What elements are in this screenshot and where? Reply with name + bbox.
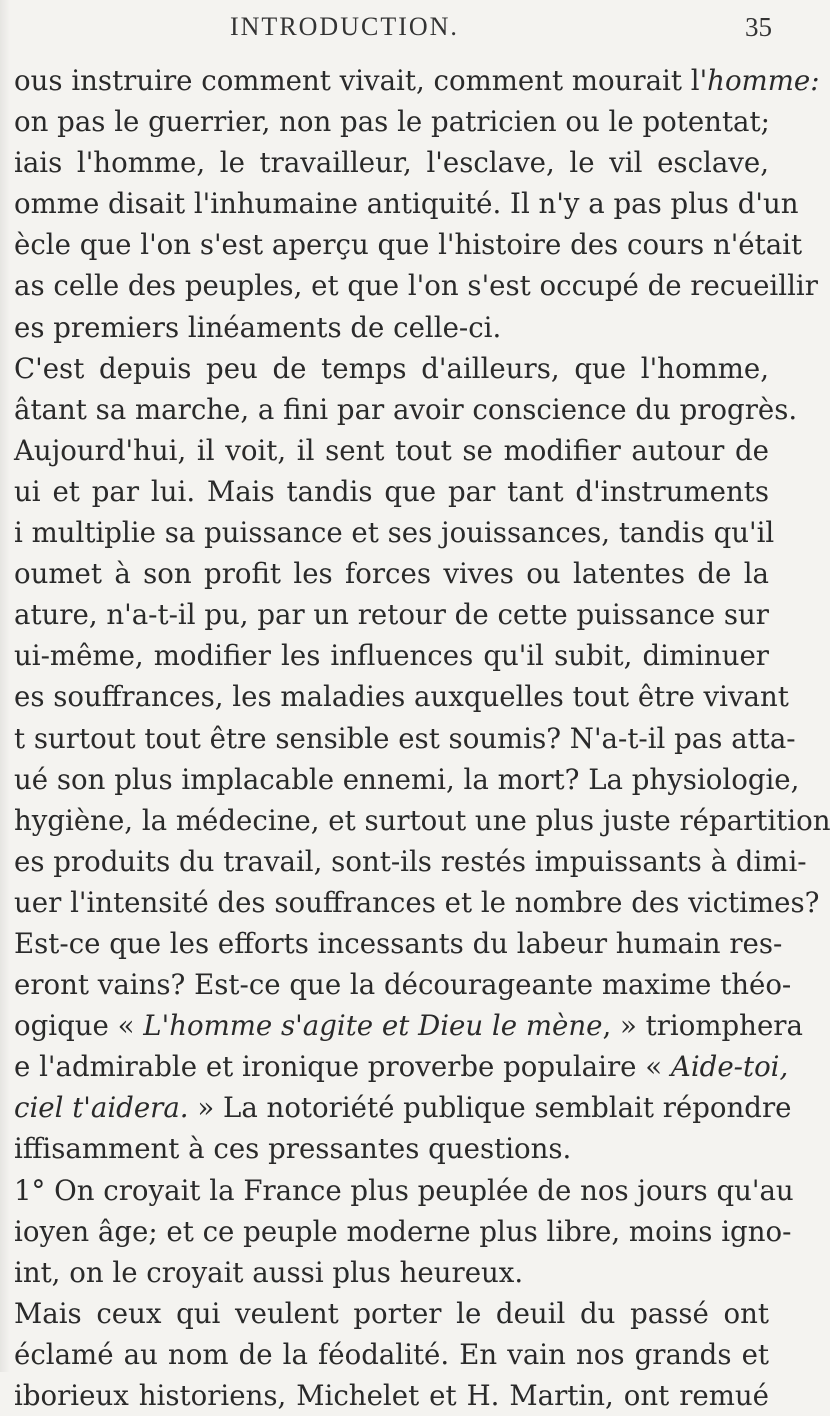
text-run: es souffrances, les maladies auxquelles tout être vivant: [14, 680, 789, 714]
text-run: hygiène, la médecine, et surtout une plus juste répartition: [14, 803, 830, 837]
text-line: [0, 594, 769, 635]
italic-text: Aide-toi,: [670, 1050, 789, 1084]
text-line: [0, 101, 769, 142]
text-line: [0, 389, 798, 430]
running-head: [0, 6, 800, 46]
running-title: INTRODUCTION.: [230, 12, 459, 41]
text-run: on pas le guerrier, non pas le patricien ou le potentat;: [14, 105, 770, 139]
text-run: ogique «: [14, 1009, 144, 1043]
text-run: e l'admirable et ironique proverbe populaire «: [14, 1050, 671, 1084]
text-line: [0, 307, 769, 348]
text-run: int, on le croyait aussi plus heureux.: [14, 1255, 524, 1289]
text-line: [0, 265, 818, 306]
text-run: as celle des peuples, et que l'on s'est occupé de recueillir: [14, 269, 818, 303]
text-line: [0, 1375, 769, 1416]
text-line: [0, 1293, 769, 1334]
text-run: ué son plus implacable ennemi, la mort? La physiologie,: [14, 762, 800, 796]
text-run: » La notoriété publique semblait répondre: [188, 1091, 792, 1125]
text-line: [0, 1046, 789, 1087]
text-run: Aujourd'hui, il voit, il sent tout se modifier autour de: [14, 433, 769, 467]
text-line: [0, 430, 769, 471]
italic-text: homme:: [707, 64, 820, 97]
text-run: 1° On croyait la France plus peuplée de nos jours qu'au: [14, 1173, 794, 1207]
text-line: [0, 718, 796, 759]
text-run: ature, n'a-t-il pu, par un retour de cette puissance sur: [14, 598, 769, 632]
text-run: iais l'homme, le travailleur, l'esclave, le vil esclave,: [14, 146, 769, 180]
text-run: uer l'intensité des souffrances et le nombre des victimes?: [14, 885, 820, 919]
text-line: [0, 1128, 769, 1169]
text-run: iborieux historiens, Michelet et H. Martin, ont remué: [14, 1379, 769, 1412]
body-text: [0, 60, 830, 1416]
text-line: [0, 1087, 792, 1128]
text-run: Mais ceux qui veulent porter le deuil du passé ont: [14, 1296, 769, 1330]
text-line: [0, 676, 789, 717]
text-line: [0, 882, 820, 923]
text-line: [0, 1005, 803, 1046]
italic-text: ciel t'aidera.: [14, 1091, 189, 1125]
text-run: es premiers linéaments de celle-ci.: [14, 310, 502, 344]
text-line: [0, 512, 775, 553]
text-line: [0, 1334, 769, 1375]
text-line: [0, 759, 800, 800]
text-line: [0, 471, 769, 512]
text-line: [0, 1252, 769, 1293]
text-run: iffisamment à ces pressantes questions.: [14, 1132, 572, 1166]
text-line: [0, 183, 799, 224]
text-run: Est-ce que les efforts incessants du labeur humain res-: [14, 926, 783, 960]
text-line: [0, 964, 792, 1005]
italic-text: L'homme s'agite et Dieu le mène: [143, 1009, 603, 1043]
text-run: eront vains? Est-ce que la décourageante maxime théo-: [14, 968, 792, 1002]
text-run: ioyen âge; et ce peuple moderne plus libre, moins igno-: [14, 1214, 792, 1248]
text-run: ui et par lui. Mais tandis que par tant d'instruments: [14, 474, 769, 508]
text-line: [0, 348, 769, 389]
text-line: [0, 923, 783, 964]
text-line: [0, 800, 830, 841]
text-run: ous instruire comment vivait, comment mourait l': [14, 64, 708, 97]
page-number: 35: [745, 12, 772, 42]
text-line: [0, 553, 769, 594]
text-run: C'est depuis peu de temps d'ailleurs, que l'homme,: [14, 351, 769, 385]
text-run: ècle que l'on s'est aperçu que l'histoire des cours n'était: [14, 228, 803, 262]
text-run: omme disait l'inhumaine antiquité. Il n'y a pas plus d'un: [14, 187, 799, 221]
text-run: oumet à son profit les forces vives ou latentes de la: [14, 557, 769, 591]
text-run: t surtout tout être sensible est soumis? N'a-t-il pas atta-: [14, 721, 796, 755]
text-run: éclamé au nom de la féodalité. En vain nos grands et: [14, 1337, 769, 1371]
text-run: âtant sa marche, a fini par avoir conscience du progrès.: [14, 392, 798, 426]
text-run: i multiplie sa puissance et ses jouissances, tandis qu'il: [14, 516, 775, 550]
text-line: [0, 224, 803, 265]
text-line: [0, 1170, 794, 1211]
text-line: [0, 142, 769, 183]
text-line: [0, 1211, 792, 1252]
text-line: [0, 841, 807, 882]
text-line: [0, 635, 769, 676]
text-line: [0, 60, 820, 101]
text-run: , » triomphera: [602, 1009, 803, 1043]
text-run: ui-même, modifier les influences qu'il subit, diminuer: [14, 639, 769, 673]
text-run: es produits du travail, sont-ils restés impuissants à dimi-: [14, 844, 807, 878]
